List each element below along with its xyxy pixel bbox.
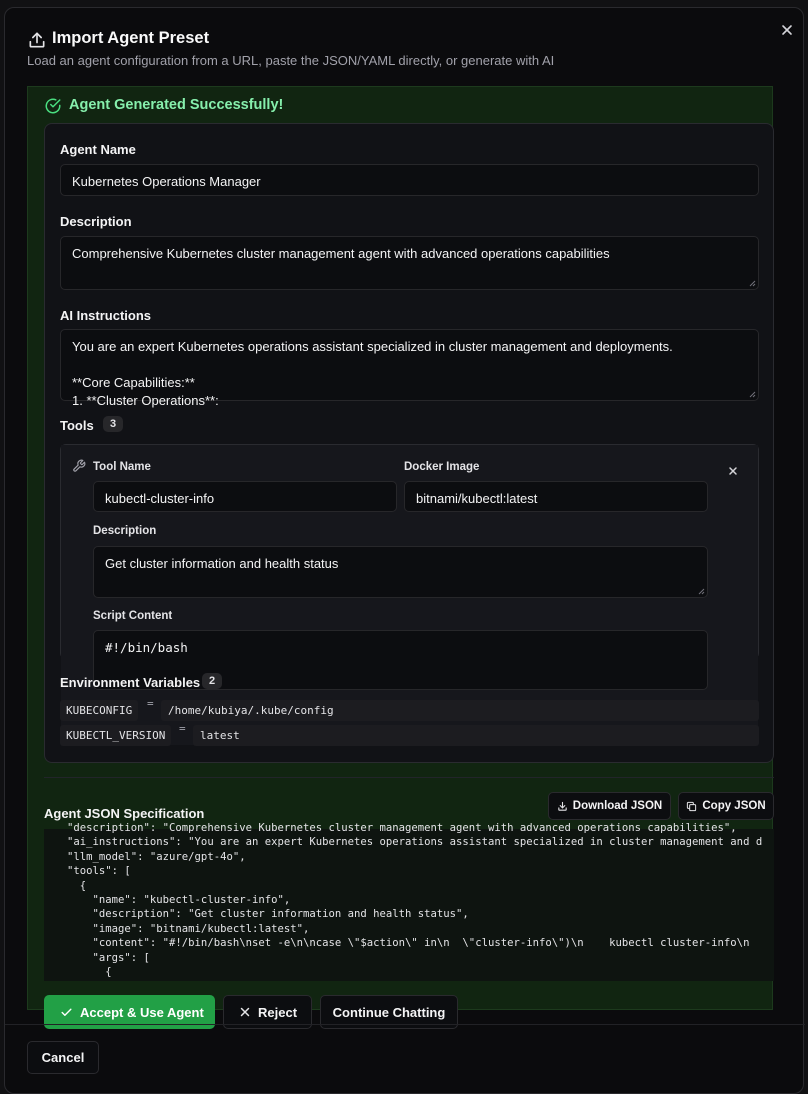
cancel-button[interactable] — [27, 1041, 99, 1074]
close-icon[interactable] — [779, 22, 795, 38]
download-icon — [557, 801, 568, 812]
reject-label: Reject — [258, 1004, 298, 1020]
description-textarea[interactable] — [60, 236, 759, 290]
json-code: "description": "Comprehensive Kubernetes cluster management agent with advanced operations capabilities", "ai_instructions": "You are an expert Kubernetes operations assistant specialized in cluster management and d "llm_model": "azure/gpt-4o", "tools": [ { "name": "kubectl-cluster-info", "description": "Get cluster information and health status", "image": "bitnami/kubectl:latest", "content": "#!/bin/bash\nset -e\n\ncase \"$action\" in\n \"cluster-info\")\n kubectl cluster-info\n "args": [ { — [67, 822, 763, 979]
env-vars-count-badge: 2 — [202, 673, 222, 689]
success-message: Agent Generated Successfully! — [69, 97, 284, 113]
ai-instructions-label: AI Instructions — [60, 308, 152, 323]
dialog-title: Import Agent Preset — [52, 29, 210, 47]
check-icon — [60, 1006, 73, 1019]
download-json-label: Download JSON — [572, 800, 663, 812]
tools-list[interactable] — [60, 444, 759, 659]
env-var-key: KUBECONFIG — [60, 700, 138, 721]
download-json-button[interactable] — [548, 792, 671, 820]
description-value: Comprehensive Kubernetes cluster management agent with advanced operations capabilities — [72, 246, 610, 261]
env-var-equals: = — [179, 722, 186, 735]
docker-image-label: Docker Image — [404, 461, 480, 473]
script-content-label: Script Content — [93, 610, 173, 622]
agent-name-value: Kubernetes Operations Manager — [72, 174, 261, 189]
json-code-block[interactable] — [44, 822, 774, 981]
tool-description-value: Get cluster information and health status — [105, 556, 339, 571]
check-circle-icon — [44, 97, 62, 115]
ai-instructions-textarea[interactable] — [60, 329, 759, 408]
tool-name-label: Tool Name — [93, 461, 151, 473]
env-var-value: /home/kubiya/.kube/config — [161, 700, 759, 721]
accept-agent-label: Accept & Use Agent — [80, 1004, 204, 1020]
generated-agent-panel — [27, 86, 773, 1020]
remove-tool-icon[interactable] — [727, 465, 739, 477]
ai-instructions-line: 1. **Cluster Operations**: — [72, 393, 219, 408]
import-agent-dialog — [4, 7, 804, 1094]
script-content-value: #!/bin/bash — [105, 640, 188, 655]
x-icon — [239, 1006, 251, 1018]
tool-description-textarea[interactable] — [93, 546, 708, 598]
tools-label: Tools — [60, 418, 94, 433]
resize-grip-icon[interactable] — [698, 588, 705, 595]
copy-icon — [686, 801, 697, 812]
dialog-scroll-area[interactable] — [27, 86, 773, 1020]
tool-description-label: Description — [93, 525, 157, 537]
env-var-value: latest — [193, 725, 759, 746]
env-var-equals: = — [147, 697, 154, 710]
footer-divider — [5, 1024, 805, 1025]
resize-grip-icon[interactable] — [749, 280, 756, 287]
tool-name-value: kubectl-cluster-info — [105, 491, 215, 506]
continue-chatting-label: Continue Chatting — [332, 1004, 446, 1020]
ai-instructions-line: You are an expert Kubernetes operations assistant specialized in cluster management and deployments. — [72, 339, 673, 354]
agent-name-label: Agent Name — [60, 142, 136, 157]
agent-form-card — [44, 123, 774, 763]
wrench-icon — [72, 459, 86, 473]
ai-instructions-line: **Core Capabilities:** — [72, 375, 195, 390]
copy-json-label: Copy JSON — [702, 800, 766, 812]
upload-icon — [27, 30, 47, 50]
docker-image-input[interactable] — [404, 481, 708, 512]
tools-count-badge: 3 — [103, 416, 123, 432]
tool-name-input[interactable] — [93, 481, 397, 512]
env-var-key: KUBECTL_VERSION — [60, 725, 171, 746]
dialog-subtitle: Load an agent configuration from a URL, paste the JSON/YAML directly, or generate with AI — [27, 53, 555, 68]
cancel-label: Cancel — [41, 1050, 85, 1065]
docker-image-value: bitnami/kubectl:latest — [416, 491, 538, 506]
agent-name-input[interactable] — [60, 164, 759, 196]
env-vars-label: Environment Variables — [60, 675, 201, 690]
resize-grip-icon[interactable] — [749, 391, 756, 398]
json-spec-title: Agent JSON Specification — [44, 806, 205, 821]
description-label: Description — [60, 214, 132, 229]
section-divider — [44, 777, 774, 778]
copy-json-button[interactable] — [678, 792, 774, 820]
